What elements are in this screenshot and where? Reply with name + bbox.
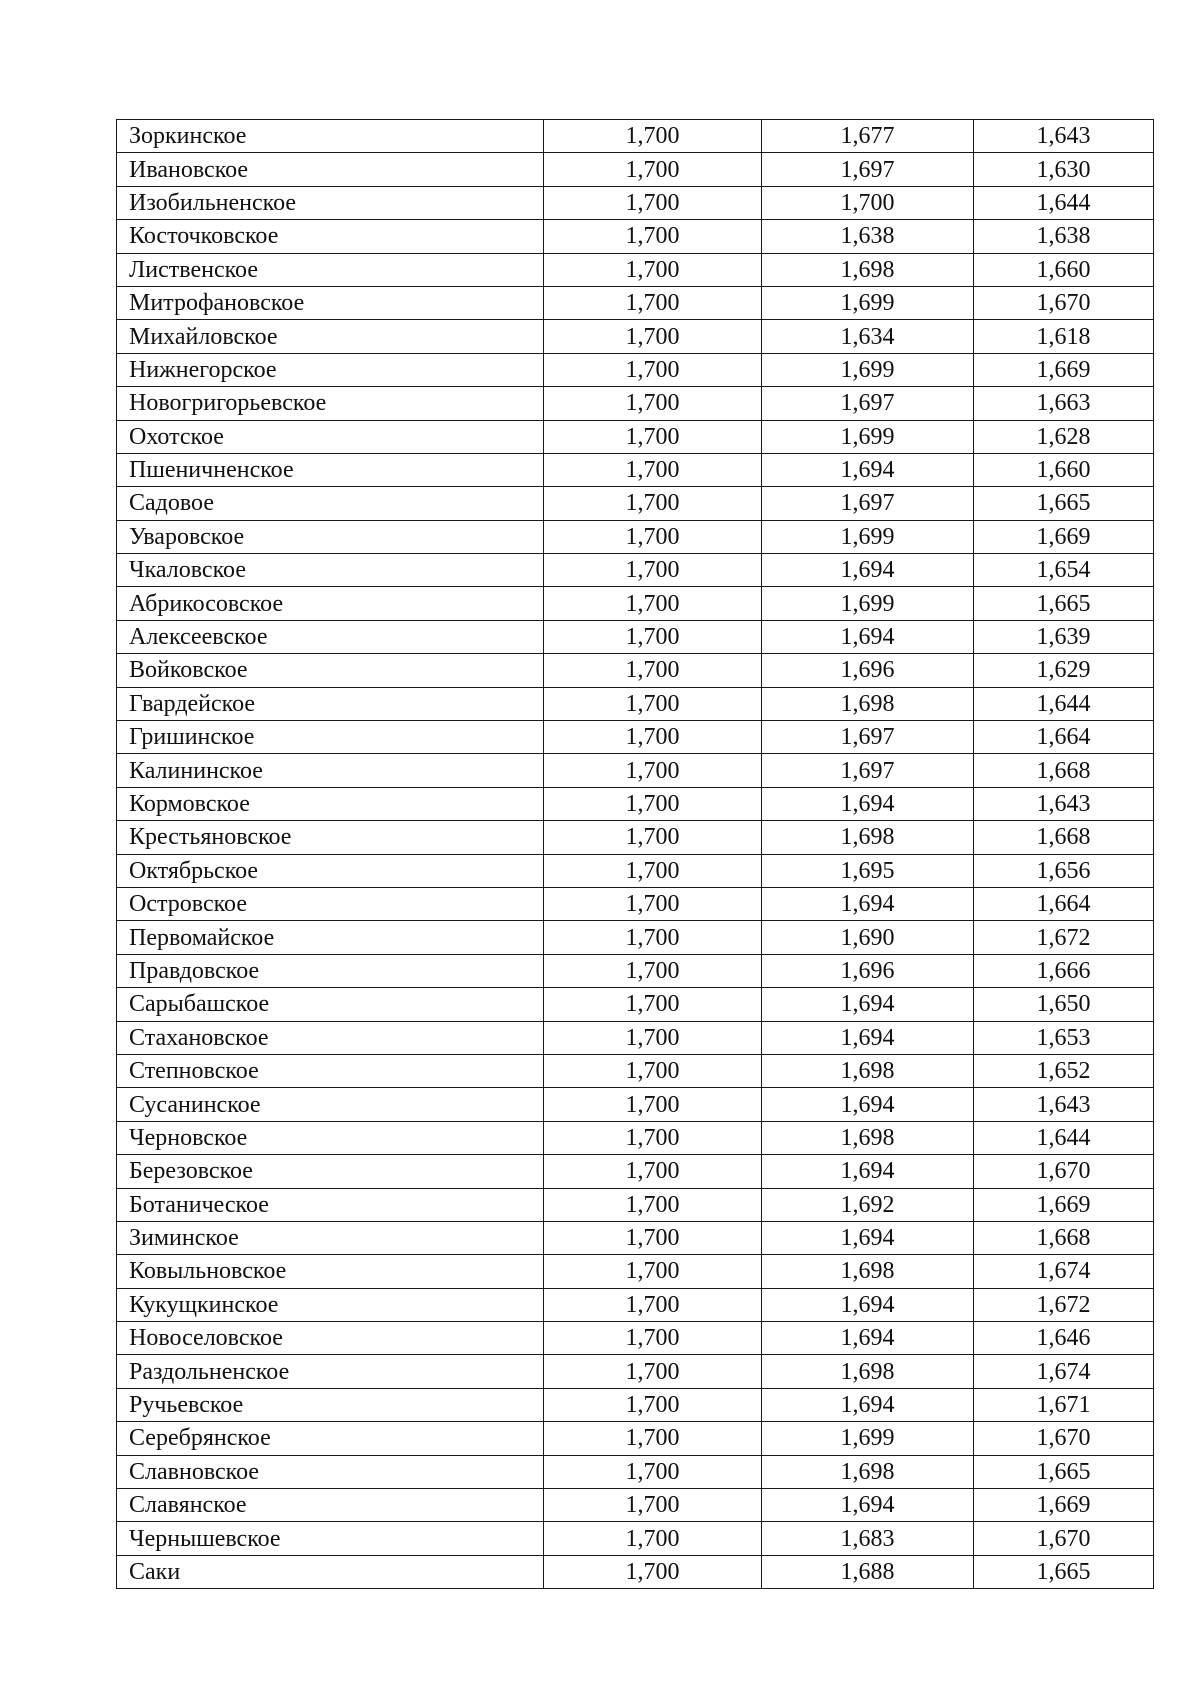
value-2-cell: 1,699 [762,353,974,386]
value-3-cell: 1,646 [974,1322,1154,1355]
value-3-cell: 1,638 [974,220,1154,253]
settlement-name-cell: Черновское [117,1121,544,1154]
table-row [117,1288,1154,1321]
settlement-name-cell: Абрикосовское [117,587,544,620]
coefficients-table [116,119,1154,1589]
table-row [117,1455,1154,1488]
table-row [117,988,1154,1021]
value-3-cell: 1,618 [974,320,1154,353]
settlement-name-cell: Кукущкинское [117,1288,544,1321]
value-3-cell: 1,653 [974,1021,1154,1054]
value-3-cell: 1,643 [974,787,1154,820]
value-2-cell: 1,638 [762,220,974,253]
value-2-cell: 1,699 [762,420,974,453]
settlement-name-cell: Раздольненское [117,1355,544,1388]
settlement-name-cell: Березовское [117,1155,544,1188]
value-1-cell: 1,700 [544,1422,762,1455]
value-2-cell: 1,698 [762,1054,974,1087]
value-3-cell: 1,644 [974,1121,1154,1154]
value-2-cell: 1,694 [762,620,974,653]
value-3-cell: 1,654 [974,554,1154,587]
settlement-name-cell: Славновское [117,1455,544,1488]
table-row [117,1522,1154,1555]
value-2-cell: 1,700 [762,186,974,219]
value-1-cell: 1,700 [544,1054,762,1087]
value-1-cell: 1,700 [544,1121,762,1154]
table-row [117,1489,1154,1522]
settlement-name-cell: Охотское [117,420,544,453]
value-1-cell: 1,700 [544,821,762,854]
settlement-name-cell: Ручьевское [117,1388,544,1421]
table-row [117,587,1154,620]
value-2-cell: 1,694 [762,1088,974,1121]
settlement-name-cell: Пшеничненское [117,453,544,486]
value-1-cell: 1,700 [544,687,762,720]
value-2-cell: 1,694 [762,988,974,1021]
value-1-cell: 1,700 [544,854,762,887]
value-3-cell: 1,669 [974,1188,1154,1221]
value-1-cell: 1,700 [544,1155,762,1188]
settlement-name-cell: Гришинское [117,721,544,754]
settlement-name-cell: Лиственское [117,253,544,286]
value-2-cell: 1,694 [762,1155,974,1188]
value-3-cell: 1,656 [974,854,1154,887]
value-3-cell: 1,669 [974,1489,1154,1522]
table-row [117,387,1154,420]
table-row [117,887,1154,920]
value-1-cell: 1,700 [544,186,762,219]
value-3-cell: 1,644 [974,687,1154,720]
value-2-cell: 1,699 [762,587,974,620]
value-3-cell: 1,674 [974,1255,1154,1288]
table-row [117,353,1154,386]
value-3-cell: 1,665 [974,487,1154,520]
value-1-cell: 1,700 [544,520,762,553]
table-row [117,687,1154,720]
value-2-cell: 1,677 [762,120,974,153]
value-3-cell: 1,674 [974,1355,1154,1388]
value-2-cell: 1,688 [762,1555,974,1588]
settlement-name-cell: Гвардейское [117,687,544,720]
value-1-cell: 1,700 [544,253,762,286]
value-3-cell: 1,669 [974,353,1154,386]
value-3-cell: 1,668 [974,821,1154,854]
value-2-cell: 1,634 [762,320,974,353]
value-1-cell: 1,700 [544,1255,762,1288]
settlement-name-cell: Островское [117,887,544,920]
table-row [117,1088,1154,1121]
value-1-cell: 1,700 [544,1555,762,1588]
value-1-cell: 1,700 [544,554,762,587]
value-2-cell: 1,697 [762,487,974,520]
value-1-cell: 1,700 [544,1388,762,1421]
settlement-name-cell: Саки [117,1555,544,1588]
value-3-cell: 1,643 [974,120,1154,153]
table-row [117,1121,1154,1154]
table-row [117,420,1154,453]
value-2-cell: 1,699 [762,520,974,553]
value-2-cell: 1,694 [762,1322,974,1355]
table-row [117,487,1154,520]
value-2-cell: 1,699 [762,1422,974,1455]
value-1-cell: 1,700 [544,887,762,920]
value-1-cell: 1,700 [544,954,762,987]
value-1-cell: 1,700 [544,286,762,319]
table-row [117,1422,1154,1455]
value-2-cell: 1,698 [762,821,974,854]
value-2-cell: 1,698 [762,1455,974,1488]
value-1-cell: 1,700 [544,587,762,620]
value-1-cell: 1,700 [544,754,762,787]
settlement-name-cell: Войковское [117,654,544,687]
value-1-cell: 1,700 [544,1088,762,1121]
value-1-cell: 1,700 [544,721,762,754]
value-1-cell: 1,700 [544,353,762,386]
table-row [117,554,1154,587]
value-3-cell: 1,628 [974,420,1154,453]
value-3-cell: 1,644 [974,186,1154,219]
value-2-cell: 1,694 [762,554,974,587]
table-row [117,1388,1154,1421]
value-1-cell: 1,700 [544,620,762,653]
value-1-cell: 1,700 [544,1322,762,1355]
value-3-cell: 1,664 [974,721,1154,754]
value-2-cell: 1,694 [762,1388,974,1421]
value-2-cell: 1,695 [762,854,974,887]
value-2-cell: 1,683 [762,1522,974,1555]
value-1-cell: 1,700 [544,420,762,453]
value-3-cell: 1,670 [974,1422,1154,1455]
value-3-cell: 1,672 [974,1288,1154,1321]
value-1-cell: 1,700 [544,120,762,153]
value-2-cell: 1,690 [762,921,974,954]
value-3-cell: 1,652 [974,1054,1154,1087]
value-1-cell: 1,700 [544,1221,762,1254]
settlement-name-cell: Нижнегорское [117,353,544,386]
value-2-cell: 1,694 [762,1288,974,1321]
value-1-cell: 1,700 [544,487,762,520]
table-row [117,1221,1154,1254]
value-3-cell: 1,660 [974,453,1154,486]
value-2-cell: 1,696 [762,654,974,687]
value-3-cell: 1,672 [974,921,1154,954]
value-1-cell: 1,700 [544,988,762,1021]
settlement-name-cell: Новоселовское [117,1322,544,1355]
settlement-name-cell: Уваровское [117,520,544,553]
value-2-cell: 1,694 [762,453,974,486]
value-3-cell: 1,629 [974,654,1154,687]
value-3-cell: 1,670 [974,1522,1154,1555]
value-1-cell: 1,700 [544,1188,762,1221]
settlement-name-cell: Стахановское [117,1021,544,1054]
value-1-cell: 1,700 [544,921,762,954]
value-1-cell: 1,700 [544,1355,762,1388]
table-row [117,453,1154,486]
table-row [117,1355,1154,1388]
value-2-cell: 1,694 [762,787,974,820]
value-1-cell: 1,700 [544,1522,762,1555]
settlement-name-cell: Сарыбашское [117,988,544,1021]
table-row [117,1322,1154,1355]
value-2-cell: 1,698 [762,1121,974,1154]
value-2-cell: 1,697 [762,153,974,186]
value-2-cell: 1,697 [762,387,974,420]
settlement-name-cell: Алексеевское [117,620,544,653]
settlement-name-cell: Кормовское [117,787,544,820]
table-row [117,186,1154,219]
value-1-cell: 1,700 [544,1288,762,1321]
value-1-cell: 1,700 [544,1455,762,1488]
value-3-cell: 1,670 [974,286,1154,319]
value-3-cell: 1,665 [974,1455,1154,1488]
table-row [117,754,1154,787]
settlement-name-cell: Изобильненское [117,186,544,219]
value-3-cell: 1,643 [974,1088,1154,1121]
settlement-name-cell: Крестьяновское [117,821,544,854]
table-row [117,954,1154,987]
value-1-cell: 1,700 [544,320,762,353]
settlement-name-cell: Серебрянское [117,1422,544,1455]
table-row [117,854,1154,887]
settlement-name-cell: Зиминское [117,1221,544,1254]
value-2-cell: 1,698 [762,1255,974,1288]
table-row [117,1255,1154,1288]
settlement-name-cell: Правдовское [117,954,544,987]
value-2-cell: 1,694 [762,887,974,920]
value-3-cell: 1,664 [974,887,1154,920]
value-2-cell: 1,697 [762,721,974,754]
table-row [117,721,1154,754]
settlement-name-cell: Калининское [117,754,544,787]
table-row [117,220,1154,253]
settlement-name-cell: Степновское [117,1054,544,1087]
settlement-name-cell: Михайловское [117,320,544,353]
table-row [117,520,1154,553]
value-1-cell: 1,700 [544,787,762,820]
value-1-cell: 1,700 [544,153,762,186]
value-3-cell: 1,671 [974,1388,1154,1421]
value-1-cell: 1,700 [544,1489,762,1522]
settlement-name-cell: Славянское [117,1489,544,1522]
value-3-cell: 1,669 [974,520,1154,553]
value-3-cell: 1,670 [974,1155,1154,1188]
settlement-name-cell: Чернышевское [117,1522,544,1555]
value-3-cell: 1,665 [974,1555,1154,1588]
settlement-name-cell: Садовое [117,487,544,520]
table-row [117,1188,1154,1221]
settlement-name-cell: Ивановское [117,153,544,186]
table-row [117,1555,1154,1588]
value-1-cell: 1,700 [544,220,762,253]
settlement-name-cell: Чкаловское [117,554,544,587]
value-2-cell: 1,694 [762,1489,974,1522]
table-row [117,921,1154,954]
value-2-cell: 1,692 [762,1188,974,1221]
value-1-cell: 1,700 [544,1021,762,1054]
value-3-cell: 1,666 [974,954,1154,987]
value-3-cell: 1,630 [974,153,1154,186]
value-3-cell: 1,665 [974,587,1154,620]
value-1-cell: 1,700 [544,654,762,687]
settlement-name-cell: Ботаническое [117,1188,544,1221]
table-row [117,654,1154,687]
table-row [117,120,1154,153]
value-3-cell: 1,663 [974,387,1154,420]
settlement-name-cell: Ковыльновское [117,1255,544,1288]
table-row [117,1054,1154,1087]
value-2-cell: 1,698 [762,1355,974,1388]
table-row [117,620,1154,653]
value-2-cell: 1,698 [762,253,974,286]
table-row [117,787,1154,820]
table-row [117,286,1154,319]
settlement-name-cell: Новогригорьевское [117,387,544,420]
table-row [117,1155,1154,1188]
settlement-name-cell: Сусанинское [117,1088,544,1121]
value-2-cell: 1,694 [762,1221,974,1254]
value-3-cell: 1,650 [974,988,1154,1021]
value-2-cell: 1,694 [762,1021,974,1054]
table-row [117,153,1154,186]
table-row [117,1021,1154,1054]
value-2-cell: 1,699 [762,286,974,319]
settlement-name-cell: Митрофановское [117,286,544,319]
settlement-name-cell: Косточковское [117,220,544,253]
value-2-cell: 1,698 [762,687,974,720]
table-row [117,253,1154,286]
table-body [117,120,1154,1589]
value-3-cell: 1,639 [974,620,1154,653]
value-1-cell: 1,700 [544,387,762,420]
table-row [117,821,1154,854]
value-1-cell: 1,700 [544,453,762,486]
value-3-cell: 1,668 [974,754,1154,787]
settlement-name-cell: Октябрьское [117,854,544,887]
settlement-name-cell: Первомайское [117,921,544,954]
value-3-cell: 1,660 [974,253,1154,286]
table-row [117,320,1154,353]
settlement-name-cell: Зоркинское [117,120,544,153]
value-3-cell: 1,668 [974,1221,1154,1254]
value-2-cell: 1,696 [762,954,974,987]
value-2-cell: 1,697 [762,754,974,787]
